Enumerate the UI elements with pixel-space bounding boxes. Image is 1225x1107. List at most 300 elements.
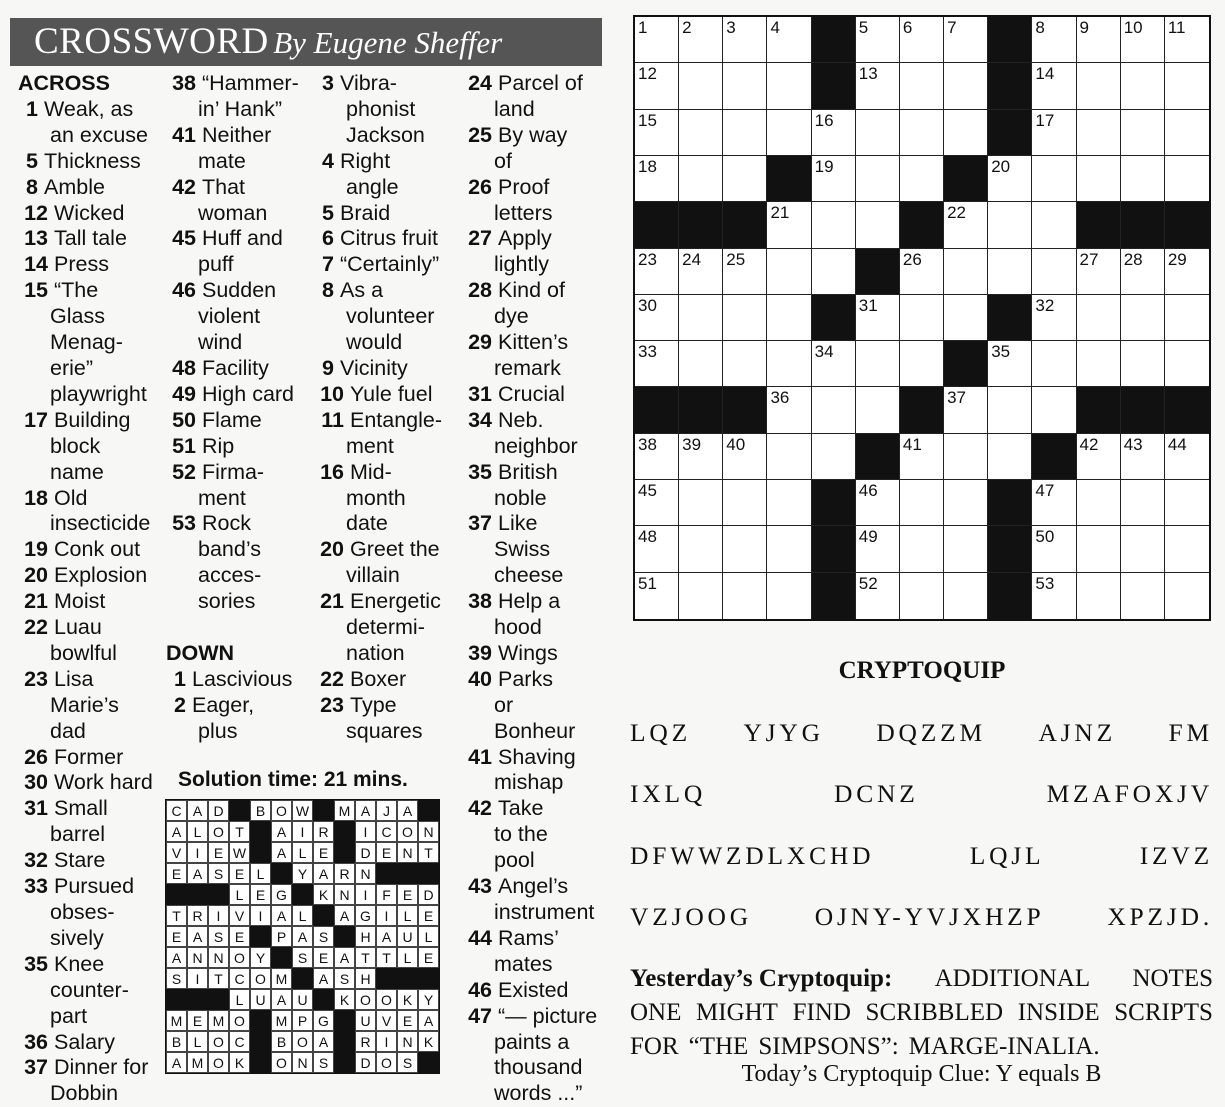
grid-cell[interactable] <box>988 202 1032 248</box>
grid-cell[interactable] <box>1121 249 1165 295</box>
grid-cell[interactable] <box>679 573 723 619</box>
cryptoquip-line <box>630 718 1213 748</box>
grid-cell[interactable] <box>1121 573 1165 619</box>
cryptoquip-word: DCNZ <box>834 779 919 808</box>
solution-letter: C <box>166 800 187 821</box>
grid-cell[interactable] <box>856 202 900 248</box>
solution-letter: T <box>208 968 229 989</box>
clue-text: Sudden <box>202 278 277 303</box>
clue-line <box>462 589 597 615</box>
clue-text: Parks <box>498 666 553 691</box>
clue-text: Huff and <box>202 226 283 251</box>
cell-number: 23 <box>638 249 657 269</box>
grid-cell[interactable] <box>767 249 811 295</box>
grid-cell[interactable] <box>1032 480 1076 526</box>
solution-letter: N <box>397 842 418 863</box>
grid-cell[interactable] <box>1032 202 1076 248</box>
grid-cell[interactable] <box>1121 341 1165 387</box>
clue-text: instrument <box>494 900 595 924</box>
grid-cell[interactable] <box>767 573 811 619</box>
solution-letter: J <box>376 800 397 821</box>
clue-text: Moist <box>54 589 106 614</box>
clue-text: Work hard <box>54 770 153 795</box>
clue-line <box>314 460 442 486</box>
grid-cell[interactable] <box>944 387 988 433</box>
clue-line <box>462 848 597 874</box>
clue-line <box>462 460 597 486</box>
grid-cell[interactable] <box>856 17 900 63</box>
solution-letter: E <box>313 947 334 968</box>
clue-text: of <box>494 148 512 173</box>
grid-cell[interactable] <box>767 341 811 387</box>
clue-number: 31 <box>24 796 48 821</box>
grid-cell[interactable] <box>635 17 679 63</box>
cell-number: 30 <box>638 295 657 315</box>
clue-text: remark <box>494 355 561 380</box>
grid-cell[interactable] <box>723 573 767 619</box>
solution-letter: E <box>166 926 187 947</box>
grid-cell[interactable] <box>767 434 811 480</box>
clue-number: 46 <box>172 278 196 303</box>
clue-number: 51 <box>172 433 196 458</box>
grid-cell[interactable] <box>723 434 767 480</box>
cell-number: 8 <box>1035 18 1045 37</box>
grid-cell[interactable] <box>1077 17 1121 63</box>
clue-line <box>18 900 153 926</box>
solution-letter: W <box>292 800 313 821</box>
solution-letter: S <box>313 926 334 947</box>
clue-text: thousand <box>494 1055 583 1080</box>
grid-cell[interactable] <box>900 573 944 619</box>
grid-cell[interactable] <box>944 17 988 63</box>
solution-block <box>313 800 334 821</box>
clue-number: 36 <box>24 1029 48 1054</box>
solution-letter: O <box>229 947 250 968</box>
solution-letter: A <box>271 821 292 842</box>
clue-text: pool <box>494 848 535 873</box>
grid-cell[interactable] <box>635 480 679 526</box>
grid-cell[interactable] <box>988 249 1032 295</box>
grid-cell[interactable] <box>679 156 723 202</box>
clue-text: Rock <box>202 511 251 536</box>
grid-cell[interactable] <box>1077 434 1121 480</box>
grid-cell[interactable] <box>812 156 856 202</box>
grid-cell[interactable] <box>900 434 944 480</box>
clue-text: ment <box>346 433 394 458</box>
grid-cell[interactable] <box>856 526 900 572</box>
clue-line <box>314 641 442 667</box>
grid-cell[interactable] <box>900 526 944 572</box>
clue-line <box>18 745 153 771</box>
clue-line <box>462 97 597 123</box>
grid-cell[interactable] <box>900 63 944 109</box>
clue-line <box>18 330 153 356</box>
clue-line <box>18 874 153 900</box>
clue-line <box>314 304 442 330</box>
grid-cell[interactable] <box>944 110 988 156</box>
clue-text: part <box>50 1003 88 1028</box>
clue-line <box>18 1081 153 1107</box>
clue-line <box>166 434 299 460</box>
grid-block <box>679 387 723 433</box>
solution-letter: N <box>334 884 355 905</box>
clue-line <box>314 252 442 278</box>
clue-text: paints a <box>494 1029 570 1054</box>
clue-line <box>166 123 299 149</box>
grid-cell[interactable] <box>635 295 679 341</box>
grid-cell[interactable] <box>1121 480 1165 526</box>
solution-block <box>292 884 313 905</box>
clue-number: 35 <box>24 951 48 976</box>
grid-cell[interactable] <box>988 434 1032 480</box>
yesterday-line <box>630 962 1213 996</box>
clue-line <box>166 201 299 227</box>
grid-cell[interactable] <box>679 434 723 480</box>
clue-line <box>18 1030 153 1056</box>
clue-line <box>462 615 597 641</box>
grid-cell[interactable] <box>1121 156 1165 202</box>
clue-text: Parcel of <box>498 71 583 95</box>
grid-cell[interactable] <box>856 156 900 202</box>
grid-block <box>1077 387 1121 433</box>
solution-letter: Y <box>250 947 271 968</box>
clue-text: British <box>498 459 558 484</box>
solution-letter: M <box>208 1010 229 1031</box>
grid-cell[interactable] <box>1121 17 1165 63</box>
grid-block <box>988 480 1032 526</box>
grid-cell[interactable] <box>988 156 1032 202</box>
clue-number: 35 <box>468 459 492 484</box>
clue-line <box>18 511 153 537</box>
grid-cell[interactable] <box>1032 17 1076 63</box>
clue-text: mate <box>198 148 246 173</box>
solution-letter: K <box>397 989 418 1010</box>
cell-number: 21 <box>770 203 790 223</box>
grid-cell[interactable] <box>1032 63 1076 109</box>
grid-cell[interactable] <box>723 526 767 572</box>
clue-text: Building <box>54 407 131 432</box>
grid-cell[interactable] <box>944 526 988 572</box>
grid-cell[interactable] <box>1165 341 1209 387</box>
clue-line <box>314 667 442 693</box>
yesterday-label: Yesterday’s Cryptoquip: <box>630 965 893 992</box>
grid-cell[interactable] <box>767 295 811 341</box>
clue-number: 50 <box>172 407 196 432</box>
clue-number: 21 <box>24 589 48 614</box>
clue-line <box>166 330 299 356</box>
clue-text: Shaving <box>498 744 576 769</box>
grid-cell[interactable] <box>1032 387 1076 433</box>
solution-block <box>166 989 187 1010</box>
clue-number: 41 <box>172 122 196 147</box>
clue-text: Crucial <box>498 381 565 406</box>
grid-cell[interactable] <box>856 110 900 156</box>
grid-cell[interactable] <box>900 341 944 387</box>
grid-cell[interactable] <box>1077 156 1121 202</box>
clue-text: Amble <box>44 174 105 199</box>
grid-cell[interactable] <box>944 573 988 619</box>
grid-cell[interactable] <box>723 480 767 526</box>
grid-cell[interactable] <box>1077 295 1121 341</box>
grid-cell[interactable] <box>635 110 679 156</box>
solution-letter: B <box>166 1031 187 1052</box>
grid-cell[interactable] <box>767 202 811 248</box>
clue-text: Conk out <box>54 537 141 562</box>
clue-line <box>18 382 153 408</box>
clues-column-2 <box>166 71 299 745</box>
grid-cell[interactable] <box>988 341 1032 387</box>
grid-cell[interactable] <box>812 341 856 387</box>
grid-cell[interactable] <box>767 387 811 433</box>
grid-block <box>988 110 1032 156</box>
solution-letter: I <box>292 821 313 842</box>
clue-line <box>18 486 153 512</box>
clue-line <box>18 408 153 434</box>
clue-text: Boxer <box>350 666 407 691</box>
grid-cell[interactable] <box>635 249 679 295</box>
solution-block <box>208 989 229 1010</box>
yesterday-word: MIGHT <box>696 999 778 1026</box>
clue-line <box>314 693 442 719</box>
cell-number: 40 <box>726 434 746 454</box>
grid-cell[interactable] <box>679 526 723 572</box>
grid-cell[interactable] <box>767 110 811 156</box>
grid-block <box>723 202 767 248</box>
clue-number: 28 <box>468 278 492 303</box>
clue-number: 40 <box>468 666 492 691</box>
grid-cell[interactable] <box>1165 526 1209 572</box>
grid-cell[interactable] <box>723 156 767 202</box>
clue-number: 22 <box>320 666 344 691</box>
grid-cell[interactable] <box>1165 17 1209 63</box>
clue-text: Luau <box>54 615 102 640</box>
solution-letter: U <box>250 989 271 1010</box>
grid-cell[interactable] <box>812 110 856 156</box>
grid-cell[interactable] <box>1077 249 1121 295</box>
solution-letter: A <box>313 1031 334 1052</box>
cryptoquip-title: CRYPTOQUIP <box>838 657 1006 684</box>
solution-letter: A <box>187 863 208 884</box>
clue-line <box>314 382 442 408</box>
grid-cell[interactable] <box>767 63 811 109</box>
cell-number: 13 <box>858 64 878 84</box>
clue-text: Swiss <box>494 537 551 562</box>
solution-block <box>208 884 229 905</box>
solution-letter: B <box>250 800 271 821</box>
clue-line <box>462 175 597 201</box>
grid-cell[interactable] <box>679 249 723 295</box>
cryptoquip-line <box>630 779 1213 809</box>
grid-cell[interactable] <box>767 17 811 63</box>
clue-text: Apply <box>498 226 552 251</box>
grid-cell[interactable] <box>767 526 811 572</box>
grid-cell[interactable] <box>900 110 944 156</box>
cell-number: 26 <box>902 249 922 269</box>
grid-cell[interactable] <box>1165 110 1209 156</box>
grid-cell[interactable] <box>679 295 723 341</box>
grid-cell[interactable] <box>679 480 723 526</box>
grid-cell[interactable] <box>1165 63 1209 109</box>
clue-line <box>18 952 153 978</box>
grid-cell[interactable] <box>856 295 900 341</box>
solution-grid <box>165 799 440 1074</box>
solution-letter: A <box>166 947 187 968</box>
grid-cell[interactable] <box>679 341 723 387</box>
grid-cell[interactable] <box>635 63 679 109</box>
grid-cell[interactable] <box>1121 434 1165 480</box>
solution-block <box>397 863 418 884</box>
grid-cell[interactable] <box>723 341 767 387</box>
solution-letter: V <box>376 1010 397 1031</box>
grid-cell[interactable] <box>944 202 988 248</box>
solution-letter: E <box>229 863 250 884</box>
grid-cell[interactable] <box>635 156 679 202</box>
yesterday-word: ADDITIONAL <box>934 965 1091 992</box>
grid-cell[interactable] <box>679 17 723 63</box>
clue-line <box>18 201 153 227</box>
clue-text: volunteer <box>346 304 435 329</box>
grid-cell[interactable] <box>679 63 723 109</box>
cell-number: 17 <box>1035 110 1055 130</box>
clue-line <box>462 382 597 408</box>
grid-cell[interactable] <box>988 387 1032 433</box>
grid-cell[interactable] <box>856 480 900 526</box>
grid-cell[interactable] <box>1121 63 1165 109</box>
grid-cell[interactable] <box>1121 295 1165 341</box>
clue-text: block <box>50 433 101 458</box>
solution-letter: D <box>208 800 229 821</box>
grid-cell[interactable] <box>900 249 944 295</box>
grid-cell[interactable] <box>1077 110 1121 156</box>
clue-line <box>166 382 299 408</box>
clue-number: 14 <box>24 252 48 277</box>
solution-letter: N <box>187 947 208 968</box>
grid-cell[interactable] <box>1165 295 1209 341</box>
grid-cell[interactable] <box>1032 341 1076 387</box>
grid-cell[interactable] <box>1032 295 1076 341</box>
solution-letter: S <box>292 947 313 968</box>
grid-cell[interactable] <box>1165 156 1209 202</box>
cell-number: 34 <box>814 342 834 362</box>
grid-cell[interactable] <box>679 110 723 156</box>
solution-letter: E <box>397 884 418 905</box>
grid-cell[interactable] <box>944 434 988 480</box>
grid-cell[interactable] <box>1032 526 1076 572</box>
cell-number: 16 <box>814 110 834 130</box>
grid-cell[interactable] <box>812 249 856 295</box>
solution-letter: D <box>355 1052 376 1073</box>
clue-text: Lisa <box>54 666 94 691</box>
solution-letter: A <box>355 800 376 821</box>
grid-cell[interactable] <box>900 480 944 526</box>
grid-cell[interactable] <box>812 434 856 480</box>
clue-text: Bonheur <box>494 718 576 743</box>
clue-line <box>314 175 442 201</box>
grid-cell[interactable] <box>900 17 944 63</box>
solution-letter: T <box>166 905 187 926</box>
grid-cell[interactable] <box>856 341 900 387</box>
solution-letter: O <box>292 1031 313 1052</box>
grid-cell[interactable] <box>1032 249 1076 295</box>
grid-cell[interactable] <box>856 573 900 619</box>
grid-cell[interactable] <box>900 295 944 341</box>
clue-line <box>314 356 442 382</box>
grid-cell[interactable] <box>812 387 856 433</box>
clue-text: violent <box>198 304 261 329</box>
clue-text: Flame <box>202 407 262 432</box>
clue-number: 4 <box>322 148 334 173</box>
clue-number: 49 <box>172 381 196 406</box>
solution-letter: U <box>397 926 418 947</box>
clue-line <box>166 71 299 97</box>
clue-line <box>18 589 153 615</box>
grid-cell[interactable] <box>1077 480 1121 526</box>
solution-letter: A <box>334 905 355 926</box>
clue-text: villain <box>346 563 400 588</box>
clue-line <box>462 1004 597 1030</box>
clue-line <box>462 952 597 978</box>
solution-letter: I <box>187 842 208 863</box>
clue-text: Angel’s <box>498 874 569 899</box>
grid-cell[interactable] <box>635 341 679 387</box>
clues-column-3 <box>314 71 442 745</box>
grid-cell[interactable] <box>1032 110 1076 156</box>
clue-text: sively <box>50 925 104 950</box>
grid-cell[interactable] <box>856 63 900 109</box>
grid-cell[interactable] <box>1165 249 1209 295</box>
grid-cell[interactable] <box>723 110 767 156</box>
grid-cell[interactable] <box>723 63 767 109</box>
grid-cell[interactable] <box>723 17 767 63</box>
grid-cell[interactable] <box>1077 573 1121 619</box>
grid-cell[interactable] <box>856 387 900 433</box>
solution-letter: E <box>208 842 229 863</box>
grid-cell[interactable] <box>635 434 679 480</box>
grid-cell[interactable] <box>1165 573 1209 619</box>
grid-cell[interactable] <box>723 249 767 295</box>
grid-cell[interactable] <box>1165 434 1209 480</box>
grid-cell[interactable] <box>767 480 811 526</box>
grid-cell[interactable] <box>1077 63 1121 109</box>
grid-cell[interactable] <box>723 295 767 341</box>
grid-cell[interactable] <box>944 249 988 295</box>
grid-cell[interactable] <box>900 156 944 202</box>
clue-text: counter- <box>50 977 129 1002</box>
grid-cell[interactable] <box>812 202 856 248</box>
grid-block <box>856 434 900 480</box>
grid-cell[interactable] <box>944 63 988 109</box>
clue-line <box>462 1055 597 1081</box>
grid-cell[interactable] <box>635 573 679 619</box>
solution-letter: T <box>229 821 250 842</box>
grid-cell[interactable] <box>1032 573 1076 619</box>
clue-line <box>462 511 597 537</box>
grid-block <box>1165 387 1209 433</box>
clue-line <box>462 770 597 796</box>
grid-cell[interactable] <box>1077 526 1121 572</box>
grid-cell[interactable] <box>944 480 988 526</box>
grid-cell[interactable] <box>635 526 679 572</box>
grid-cell[interactable] <box>944 295 988 341</box>
grid-cell[interactable] <box>1121 110 1165 156</box>
cell-number: 48 <box>638 527 657 547</box>
grid-cell[interactable] <box>1165 480 1209 526</box>
grid-cell[interactable] <box>1032 156 1076 202</box>
grid-cell[interactable] <box>1121 526 1165 572</box>
grid-cell[interactable] <box>1077 341 1121 387</box>
clue-number: 8 <box>26 174 38 199</box>
solution-block <box>250 821 271 842</box>
